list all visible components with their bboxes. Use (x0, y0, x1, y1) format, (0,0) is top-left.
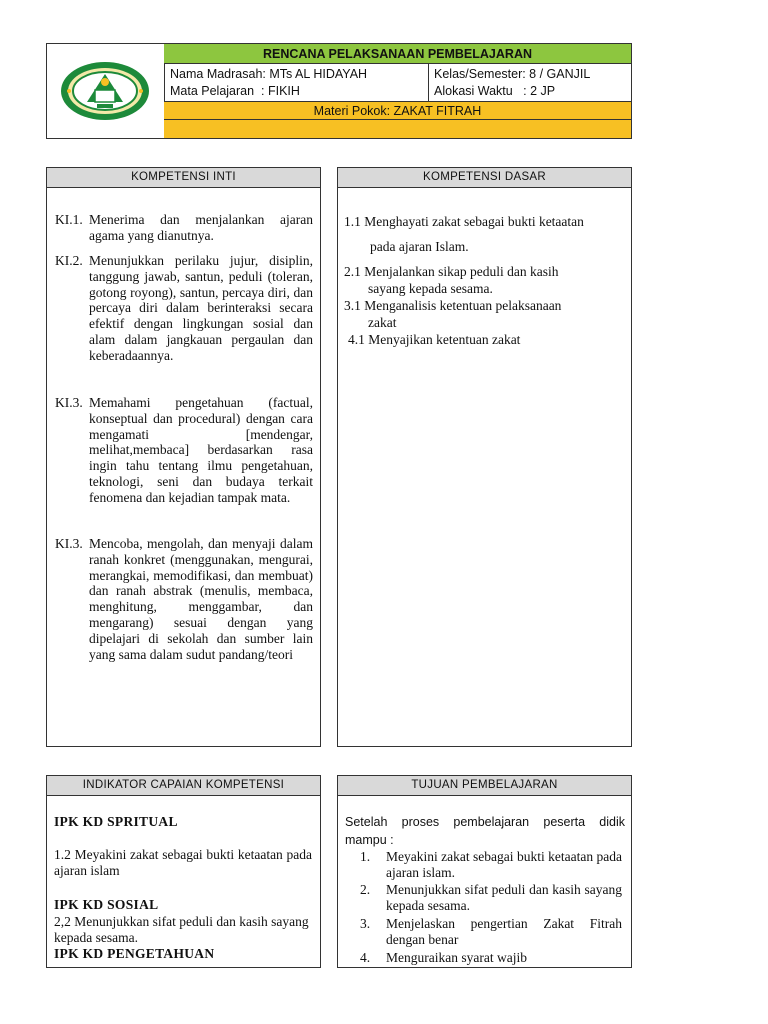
tujuan-item (360, 916, 622, 948)
ipk-spiritual-text: 1.2 Meyakini zakat sebagai bukti ketaatan pada ajaran islam (54, 847, 312, 878)
indikator-heading: INDIKATOR CAPAIAN KOMPETENSI (47, 776, 320, 796)
tujuan-text: Menguraikan syarat wajib (386, 950, 527, 965)
tujuan-item (360, 882, 622, 914)
tujuan-box (337, 775, 632, 968)
ki-text: Memahami pengetahuan (factual, konseptual dan procedural) dengan cara mengamati [mendengar, melihat,membaca] berdasarkan rasa ingin tahu tentang ilmu pengetahuan, teknologi, seni dan budaya terkait fenomena dan kejadian tampak mata. (89, 395, 313, 505)
ipk-sosial-text: 2,2 Menunjukkan sifat peduli dan kasih sayang kepada sesama. (54, 914, 309, 945)
rpp-header (46, 43, 632, 139)
ki-text: Menerima dan menjalankan ajaran agama yang dianutnya. (89, 212, 313, 243)
kompetensi-inti-box (46, 167, 321, 747)
class-semester: Kelas/Semester: 8 / GANJIL (434, 67, 591, 81)
ki-number: KI.2. (55, 253, 83, 268)
kompetensi-inti-heading: KOMPETENSI INTI (47, 168, 320, 188)
tujuan-item (360, 849, 622, 881)
time-allocation: Alokasi Waktu : 2 JP (434, 84, 556, 98)
kompetensi-dasar-box (337, 167, 632, 747)
info-left (164, 64, 429, 102)
ipk-pengetahuan-heading: IPK KD PENGETAHUAN (54, 946, 215, 961)
rpp-title: RENCANA PELAKSANAAN PEMBELAJARAN (164, 44, 631, 64)
kd-line: zakat (368, 315, 397, 330)
kd-line: 2.1 Menjalankan sikap peduli dan kasih (344, 264, 559, 279)
logo-cell (47, 44, 165, 138)
ipk-spiritual-heading: IPK KD SPRITUAL (54, 814, 178, 829)
info-row (164, 64, 631, 102)
ki-number: KI.1. (55, 212, 83, 227)
indikator-box (46, 775, 321, 968)
tujuan-text: Meyakini zakat sebagai bukti ketaatan pada ajaran islam. (386, 849, 622, 880)
ki-text: Menunjukkan perilaku jujur, disiplin, tanggung jawab, santun, peduli (toleran, gotong royong), santun, percaya diri, dan percaya diri dalam berinteraksi secara efektif dengan lingkungan sosial dan alam dalam jangkauan pergaulan dan keberadaannya. (89, 253, 313, 363)
ki-text: Mencoba, mengolah, dan menyaji dalam ranah konkret (menggunakan, mengurai, merangkai, memodifikasi, dan membuat) dan ranah abstrak (menulis, membaca, menghitung, menggambar, dan mengarang) sesuai dengan yang dipelajari di sekolah dan sumber lain yang sama dalam sudut pandang/teori (89, 536, 313, 662)
tujuan-heading: TUJUAN PEMBELAJARAN (338, 776, 631, 796)
tujuan-item (360, 950, 622, 966)
ki-item (55, 253, 313, 364)
ipk-sosial-heading: IPK KD SOSIAL (54, 897, 159, 912)
kd-line: pada ajaran Islam. (370, 239, 469, 254)
madrasah-logo-icon (59, 60, 151, 122)
tujuan-intro: Setelah proses pembelajaran peserta didik mampu : (345, 815, 625, 847)
tujuan-number: 3. (360, 916, 371, 931)
madrasah-name: Nama Madrasah: MTs AL HIDAYAH (170, 67, 368, 81)
tujuan-text: Menjelaskan pengertian Zakat Fitrah dengan benar (386, 916, 622, 947)
tujuan-number: 4. (360, 950, 371, 965)
ki-item (55, 536, 313, 662)
kompetensi-dasar-heading: KOMPETENSI DASAR (338, 168, 631, 188)
ki-item (55, 395, 313, 506)
kd-line: 3.1 Menganalisis ketentuan pelaksanaan (344, 298, 562, 313)
ki-number: KI.3. (55, 536, 83, 551)
tujuan-text: Menunjukkan sifat peduli dan kasih sayang kepada sesama. (386, 882, 622, 913)
info-right (428, 64, 631, 102)
ki-number: KI.3. (55, 395, 83, 410)
subject-name: Mata Pelajaran : FIKIH (170, 84, 300, 98)
ki-item (55, 212, 313, 244)
tujuan-number: 1. (360, 849, 371, 864)
tujuan-number: 2. (360, 882, 371, 897)
kd-line: sayang kepada sesama. (368, 281, 493, 296)
kd-line: 1.1 Menghayati zakat sebagai bukti ketaatan (344, 214, 584, 229)
empty-row (164, 120, 631, 138)
main-topic: Materi Pokok: ZAKAT FITRAH (164, 102, 631, 120)
kd-line: 4.1 Menyajikan ketentuan zakat (348, 332, 521, 347)
